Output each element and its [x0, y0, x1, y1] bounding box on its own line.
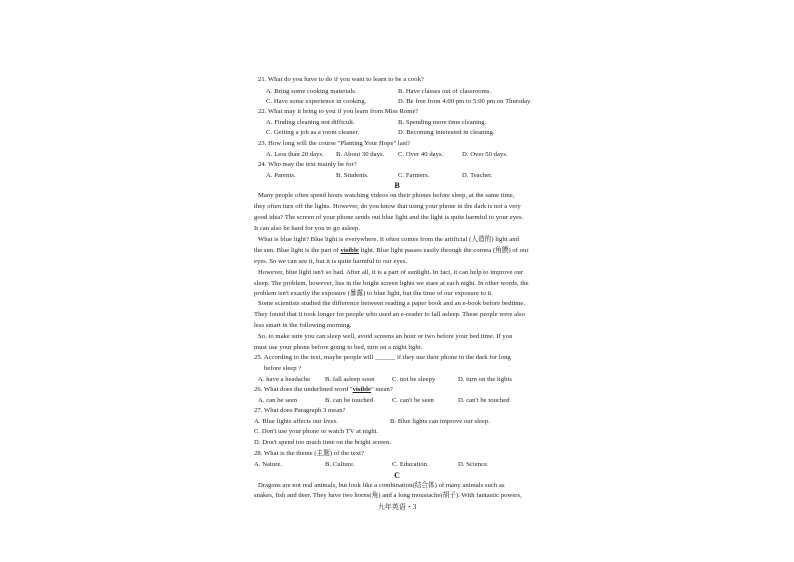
- q23-stem: 23. How long will the course "Planting Your Hope" last?: [258, 140, 411, 147]
- passage-b-line: So, to make sure you can sleep well, avoid screens an hour or two before your bed time. If you: [258, 333, 513, 340]
- q24-option-b: B. Students.: [336, 172, 369, 179]
- passage-b-text: light. Blue light passes easily through the cornea (角膜) of our: [358, 247, 529, 254]
- q26-stem-text: 26. What does the underlined word ": [254, 386, 353, 393]
- q28-option-c: C. Education.: [392, 461, 429, 468]
- passage-b-text: the sun. Blue light is the part of: [254, 247, 341, 254]
- passage-b-line: Some scientists studied the difference between reading a paper book and an e-book before bedtime.: [258, 300, 526, 307]
- q21-option-c: C. Have some experience in cooking.: [266, 98, 367, 105]
- passage-b-line: problem isn't exactly the exposure (暴露) to blue light, but the time of our exposure to it.: [254, 290, 493, 297]
- passage-b-line: they often turn off the lights. However, do you know that using your phone in the dark is not a very: [254, 203, 521, 210]
- q24-option-d: D. Teacher.: [462, 172, 493, 179]
- q24-stem: 24. Who may the text mainly be for?: [258, 161, 357, 168]
- passage-b-line: They found that it took longer for people who used an e-reader to fall asleep. These people were also: [254, 311, 525, 318]
- q26-option-b: B. can be touched: [325, 397, 374, 404]
- q28-option-d: D. Science.: [458, 461, 489, 468]
- q22-option-a: A. Finding cleaning not difficult.: [266, 119, 355, 126]
- q22-stem: 22. What may it bring to you if you learn from Miss Rome?: [258, 108, 419, 115]
- passage-b-line: It can also be hard for you to go asleep.: [254, 225, 361, 232]
- q24-option-a: A. Parents.: [266, 172, 296, 179]
- q26-option-d: D. can't be touched: [458, 397, 510, 404]
- q25-option-c: C. not be sleepy: [392, 376, 436, 383]
- q22-option-c: C. Getting a job as a room cleaner.: [266, 129, 360, 136]
- section-b-heading: B: [394, 181, 400, 190]
- q27-option-d: D. Don't spend too much time on the bright screen.: [254, 439, 392, 446]
- passage-b-line: However, blue light isn't so bad. After all, it is a part of sunlight. In fact, it can help to improve our: [258, 269, 524, 276]
- q21-stem: 21. What do you have to do if you want to learn to be a cook?: [258, 76, 424, 83]
- q26-stem-text: " mean?: [370, 386, 393, 393]
- q21-option-b: B. Have classes out of classrooms.: [398, 88, 492, 95]
- q28-stem: 28. What is the theme (主题) of the text?: [254, 450, 365, 457]
- passage-b-line: good idea? The screen of your phone sends out blue light and the light is quite harmful to your eyes.: [254, 214, 524, 221]
- passage-b-line: Many people often spend hours watching videos on their phones before sleep, at the same time,: [258, 192, 515, 199]
- q26-option-a: A. can be seen: [258, 397, 298, 404]
- q26-stem: [254, 386, 393, 394]
- q23-option-b: B. About 30 days.: [336, 151, 385, 158]
- q28-option-a: A. Nature.: [254, 461, 283, 468]
- section-c-heading: C: [394, 471, 400, 480]
- underlined-word-visible: visible: [340, 247, 359, 254]
- q27-option-c: C. Don't use your phone or watch TV at night.: [254, 428, 379, 435]
- q25-stem-cont: before sleep ?: [264, 365, 302, 372]
- q27-option-b: B. Blue lights can improve our sleep.: [390, 418, 491, 425]
- q25-option-d: D. turn on the lights: [458, 376, 512, 383]
- passage-b-line: must use your phone before going to bed, turn on a night light.: [254, 344, 423, 351]
- q24-option-c: C. Farmers.: [398, 172, 430, 179]
- passage-b-line: eyes. So we can see it, but it is quite harmful to our eyes.: [254, 258, 408, 265]
- passage-b-line: less smart in the following morning.: [254, 322, 352, 329]
- passage-b-line: sleep. The problem, however, lies in the bright screen lights we stare at each night. In other words, the: [254, 280, 529, 287]
- q23-option-c: C. Over 40 days.: [398, 151, 444, 158]
- passage-b-line: [254, 247, 529, 255]
- q27-option-a: A. Blue lights affects our lives.: [254, 418, 338, 425]
- q27-stem: 27. What does Paragraph 3 mean?: [254, 407, 346, 414]
- q22-option-d: D. Becoming interested in cleaning.: [398, 129, 495, 136]
- q23-option-a: A. Less than 20 days.: [266, 151, 324, 158]
- passage-c-line: snakes, fish and deer. They have two horns(角) and a long moustache(胡子). With fantastic powers,: [254, 492, 522, 499]
- q26-underlined-word: visible: [352, 386, 371, 393]
- q26-option-c: C. can't be seen: [392, 397, 434, 404]
- q21-option-a: A. Bring some cooking materials.: [266, 88, 357, 95]
- page-footer: 九年英语・3: [377, 503, 417, 511]
- q28-option-b: B. Culture.: [325, 461, 355, 468]
- q23-option-d: D. Over 50 days.: [462, 151, 508, 158]
- q21-option-d: D. Be free from 4:00 pm to 5:00 pm on Thursday.: [398, 98, 532, 105]
- q25-stem: 25. According to the text, maybe people will ______ if they use their phone in the dark for long: [254, 354, 511, 361]
- q22-option-b: B. Spending more time cleaning.: [398, 119, 487, 126]
- q25-option-a: A. have a headache: [258, 376, 311, 383]
- passage-b-line: What is blue light? Blue light is everywhere. It often comes from the artificial (人造的) light and: [258, 236, 519, 243]
- passage-c-line: Dragons are not real animals, but look like a combination(结合体) of many animals such as: [258, 482, 505, 489]
- q25-option-b: B. fall asleep soon: [325, 376, 375, 383]
